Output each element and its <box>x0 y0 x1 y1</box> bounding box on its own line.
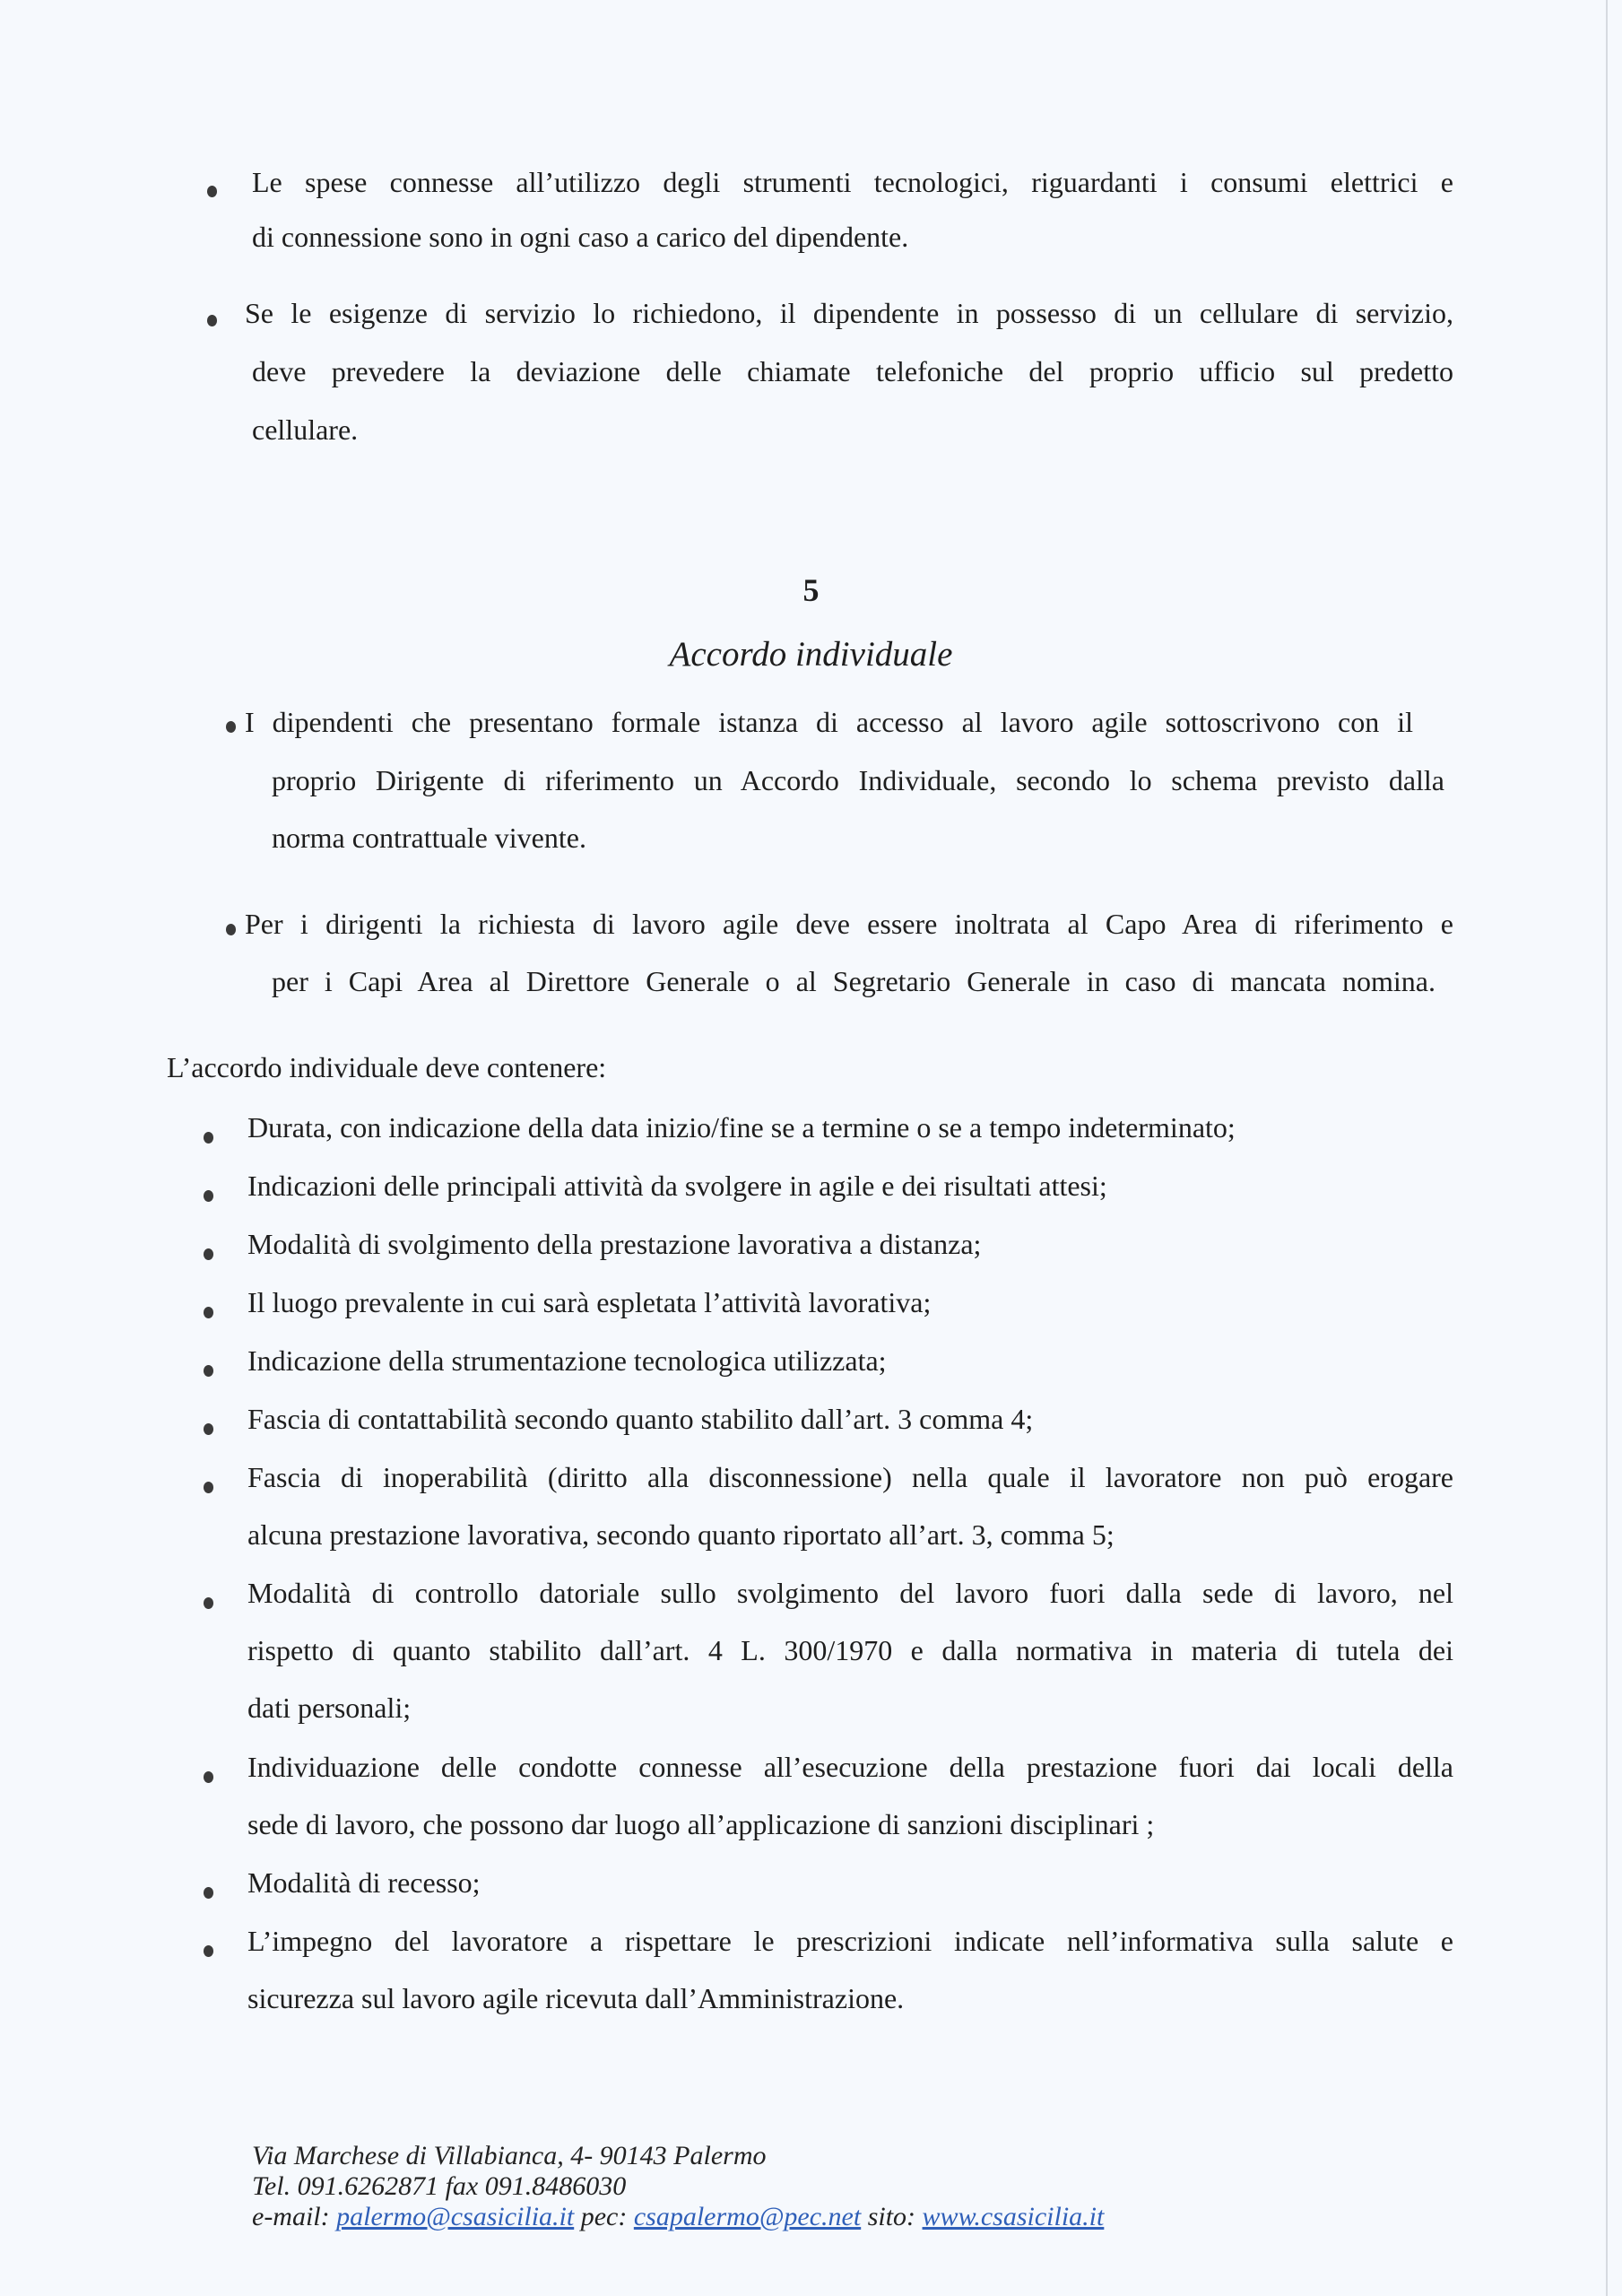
list-item-line: Per i dirigenti la richiesta di lavoro agile deve essere inoltrata al Capo Area di riferimento e <box>245 908 1453 940</box>
list-item-line: sicurezza sul lavoro agile ricevuta dall’Amministrazione. <box>247 1982 905 2014</box>
site-link[interactable]: www.csasicilia.it <box>922 2202 1105 2231</box>
bullet-icon <box>204 1597 213 1609</box>
pec-link[interactable]: csapalermo@pec.net <box>633 2202 862 2231</box>
bullet-icon <box>204 1887 213 1899</box>
email-link[interactable]: palermo@csasicilia.it <box>336 2202 575 2231</box>
section-number: 5 <box>802 572 820 608</box>
list-item-line: Il luogo prevalente in cui sarà espletata l’attività lavorativa; <box>247 1286 932 1318</box>
footer-address: Via Marchese di Villabianca, 4- 90143 Palermo <box>252 2141 767 2170</box>
list-item-line: L’impegno del lavoratore a rispettare le prescrizioni indicate nell’informativa sulla salute e <box>247 1925 1453 1957</box>
bullet-icon <box>204 1423 213 1435</box>
page-edge-line <box>1606 0 1608 2296</box>
list-item-line: Individuazione delle condotte connesse all’esecuzione della prestazione fuori dai locali della <box>247 1751 1453 1783</box>
list-item-line: I dipendenti che presentano formale istanza di accesso al lavoro agile sottoscrivono con il <box>245 706 1413 738</box>
list-item-line: Durata, con indicazione della data inizio/fine se a termine o se a tempo indeterminato; <box>247 1111 1236 1144</box>
bullet-icon <box>204 1307 213 1318</box>
list-item-line: Modalità di recesso; <box>247 1866 481 1899</box>
bullet-icon <box>207 186 217 197</box>
bullet-icon <box>204 1190 213 1202</box>
list-item-line: Modalità di controllo datoriale sullo svolgimento del lavoro fuori dalla sede di lavoro, nel <box>247 1577 1453 1609</box>
list-item-line: norma contrattuale vivente. <box>272 822 586 854</box>
contents-intro: L’accordo individuale deve contenere: <box>167 1051 607 1083</box>
footer-phone <box>252 2171 626 2202</box>
footer-contacts <box>252 2202 1104 2232</box>
site-label: sito: <box>861 2202 923 2231</box>
list-item-line: alcuna prestazione lavorativa, secondo quanto riportato all’art. 3, comma 5; <box>247 1518 1115 1551</box>
list-item-line: deve prevedere la deviazione delle chiamate telefoniche del proprio ufficio sul predetto <box>252 355 1453 387</box>
list-item-line: proprio Dirigente di riferimento un Accordo Individuale, secondo lo schema previsto dalla <box>272 764 1444 796</box>
list-item-line: cellulare. <box>252 413 359 446</box>
list-item-line: rispetto di quanto stabilito dall’art. 4 L. 300/1970 e dalla normativa in materia di tutela dei <box>247 1634 1453 1666</box>
phone-text: Tel. 091.6262871 <box>252 2171 446 2201</box>
list-item-line: Le spese connesse all’utilizzo degli strumenti tecnologici, riguardanti i consumi elettrici e <box>252 166 1453 198</box>
list-item-line: Modalità di svolgimento della prestazione lavorativa a distanza; <box>247 1228 982 1260</box>
list-item-line: Se le esigenze di servizio lo richiedono, il dipendente in possesso di un cellulare di servizio, <box>245 297 1453 329</box>
list-item-line: di connessione sono in ogni caso a carico del dipendente. <box>252 221 909 253</box>
fax-label: fax <box>445 2171 479 2201</box>
bullet-icon <box>204 1482 213 1493</box>
bullet-icon <box>226 721 236 733</box>
bullet-icon <box>204 1945 213 1957</box>
list-item-line: Fascia di contattabilità secondo quanto stabilito dall’art. 3 comma 4; <box>247 1403 1034 1435</box>
bullet-icon <box>226 924 236 935</box>
list-item-line: per i Capi Area al Direttore Generale o al Segretario Generale in caso di mancata nomina. <box>272 965 1436 997</box>
list-item-line: dati personali; <box>247 1692 412 1724</box>
bullet-icon <box>204 1771 213 1783</box>
list-item-line: sede di lavoro, che possono dar luogo all’applicazione di sanzioni disciplinari ; <box>247 1808 1155 1840</box>
section-title: Accordo individuale <box>669 635 953 674</box>
pec-label: pec: <box>574 2202 634 2231</box>
bullet-icon <box>204 1365 213 1377</box>
bullet-icon <box>207 315 217 326</box>
email-label: e-mail: <box>252 2202 337 2231</box>
bullet-icon <box>204 1248 213 1260</box>
list-item-line: Fascia di inoperabilità (diritto alla disconnessione) nella quale il lavoratore non può erogare <box>247 1461 1453 1493</box>
list-item-line: Indicazioni delle principali attività da svolgere in agile e dei risultati attesi; <box>247 1170 1107 1202</box>
list-item-line: Indicazione della strumentazione tecnologica utilizzata; <box>247 1344 887 1377</box>
fax-number: 091.8486030 <box>478 2171 627 2201</box>
bullet-icon <box>204 1132 213 1144</box>
